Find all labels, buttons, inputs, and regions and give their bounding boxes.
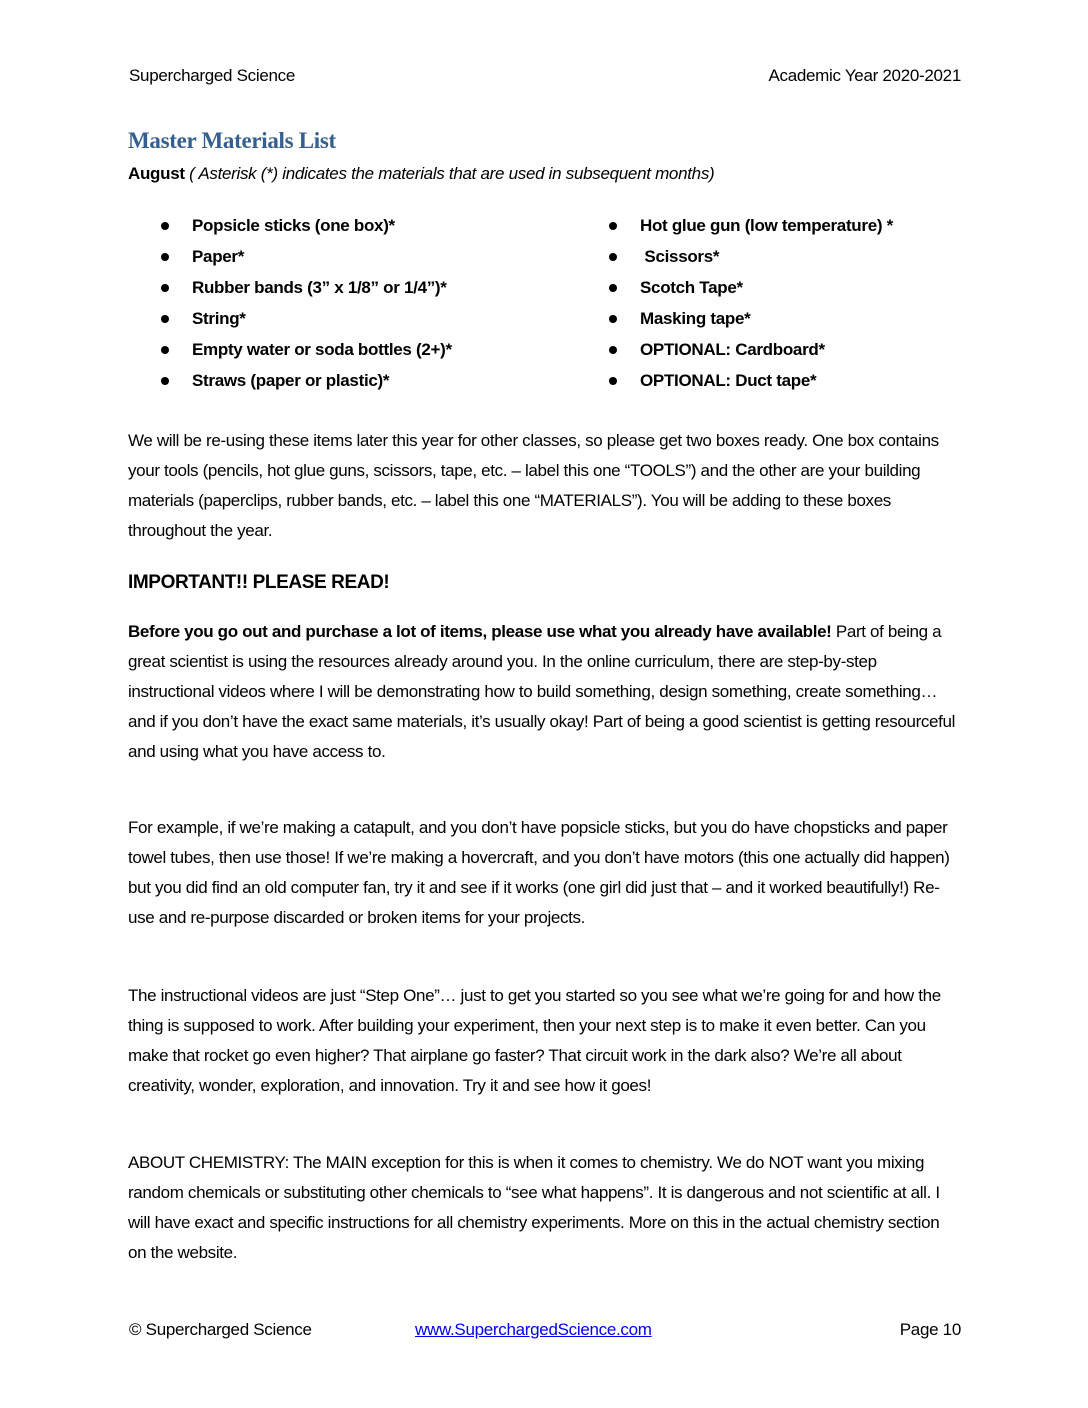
footer-website-link[interactable]: www.SuperchargedScience.com (415, 1320, 652, 1339)
list-item: Rubber bands (3” x 1/8” or 1/4”)* (158, 272, 452, 303)
subtitle-note: ( Asterisk (*) indicates the materials that are used in subsequent months) (184, 164, 715, 183)
bullet-icon (161, 315, 169, 323)
list-item: Empty water or soda bottles (2+)* (158, 334, 452, 365)
header-left: Supercharged Science (129, 66, 296, 85)
bullet-icon (161, 222, 169, 230)
list-item: Scissors* (606, 241, 893, 272)
list-item: OPTIONAL: Cardboard* (606, 334, 893, 365)
list-item: OPTIONAL: Duct tape* (606, 365, 893, 396)
boxes-paragraph: We will be re-using these items later this year for other classes, so please get two boxes ready. One box contains your tools (pencils, hot glue guns, scissors, tape, etc. – label this one “TOOLS”) and the other are your building materials (paperclips, rubber bands, etc. – label this one “MATERIALS”). You will be adding to these boxes throughout the year. (128, 431, 939, 540)
bullet-icon (161, 377, 169, 385)
list-item: Hot glue gun (low temperature) * (606, 210, 893, 241)
list-item: String* (158, 303, 452, 334)
bullet-icon (609, 284, 617, 292)
videos-paragraph: The instructional videos are just “Step One”… just to get you started so you see what we’re going for and how the thing is supposed to work. After building your experiment, then your next step is to make it even better. Can you make that rocket go even higher? That airplane go faster? That circuit work in the dark also? We’re all about creativity, wonder, exploration, and innovation. Try it and see how it goes! (128, 986, 941, 1095)
list-item: Straws (paper or plastic)* (158, 365, 452, 396)
important-bold-sentence: Before you go out and purchase a lot of items, please use what you already have available! (128, 622, 832, 641)
bullet-icon (161, 253, 169, 261)
bullet-icon (609, 315, 617, 323)
bullet-icon (161, 284, 169, 292)
bullet-icon (609, 222, 617, 230)
list-item: Popsicle sticks (one box)* (158, 210, 452, 241)
bullet-icon (609, 346, 617, 354)
header-right: Academic Year 2020-2021 (768, 66, 961, 85)
important-heading: IMPORTANT!! PLEASE READ! (128, 572, 390, 593)
list-item: Paper* (158, 241, 452, 272)
bullet-icon (609, 377, 617, 385)
subtitle (128, 164, 714, 184)
bullet-icon (609, 253, 617, 261)
list-item: Scotch Tape* (606, 272, 893, 303)
bullet-icon (161, 346, 169, 354)
example-paragraph: For example, if we’re making a catapult, and you don’t have popsicle sticks, but you do have chopsticks and paper towel tubes, then use those! If we’re making a hovercraft, and you don’t have motors (this one actually did happen) but you did find an old computer fan, try it and see if it works (one girl did just that – and it worked beautifully!) Re-use and re-purpose discarded or broken items for your projects. (128, 818, 950, 927)
footer-copyright: © Supercharged Science (129, 1320, 312, 1339)
list-item: Masking tape* (606, 303, 893, 334)
page-title: Master Materials List (128, 128, 336, 153)
footer-page-number: Page 10 (899, 1320, 961, 1339)
important-paragraph: Before you go out and purchase a lot of items, please use what you already have available! Part of being a great scientist is using the resources already around you. In the online curriculum, there are step-by-step instructional videos where I will be demonstrating how to build something, design something, create something… and if you don’t have the exact same materials, it’s usually okay! Part of being a good scientist is getting resourceful and using what you have access to. (128, 622, 956, 761)
chemistry-paragraph: ABOUT CHEMISTRY: The MAIN exception for this is when it comes to chemistry. We do NOT want you mixing random chemicals or substituting other chemicals to “see what happens”. It is dangerous and not scientific at all. I will have exact and specific instructions for all chemistry experiments. More on this in the actual chemistry section on the website. (128, 1153, 940, 1262)
materials-list-left (158, 210, 452, 396)
materials-list-right (606, 210, 893, 396)
subtitle-month: August (128, 164, 185, 183)
